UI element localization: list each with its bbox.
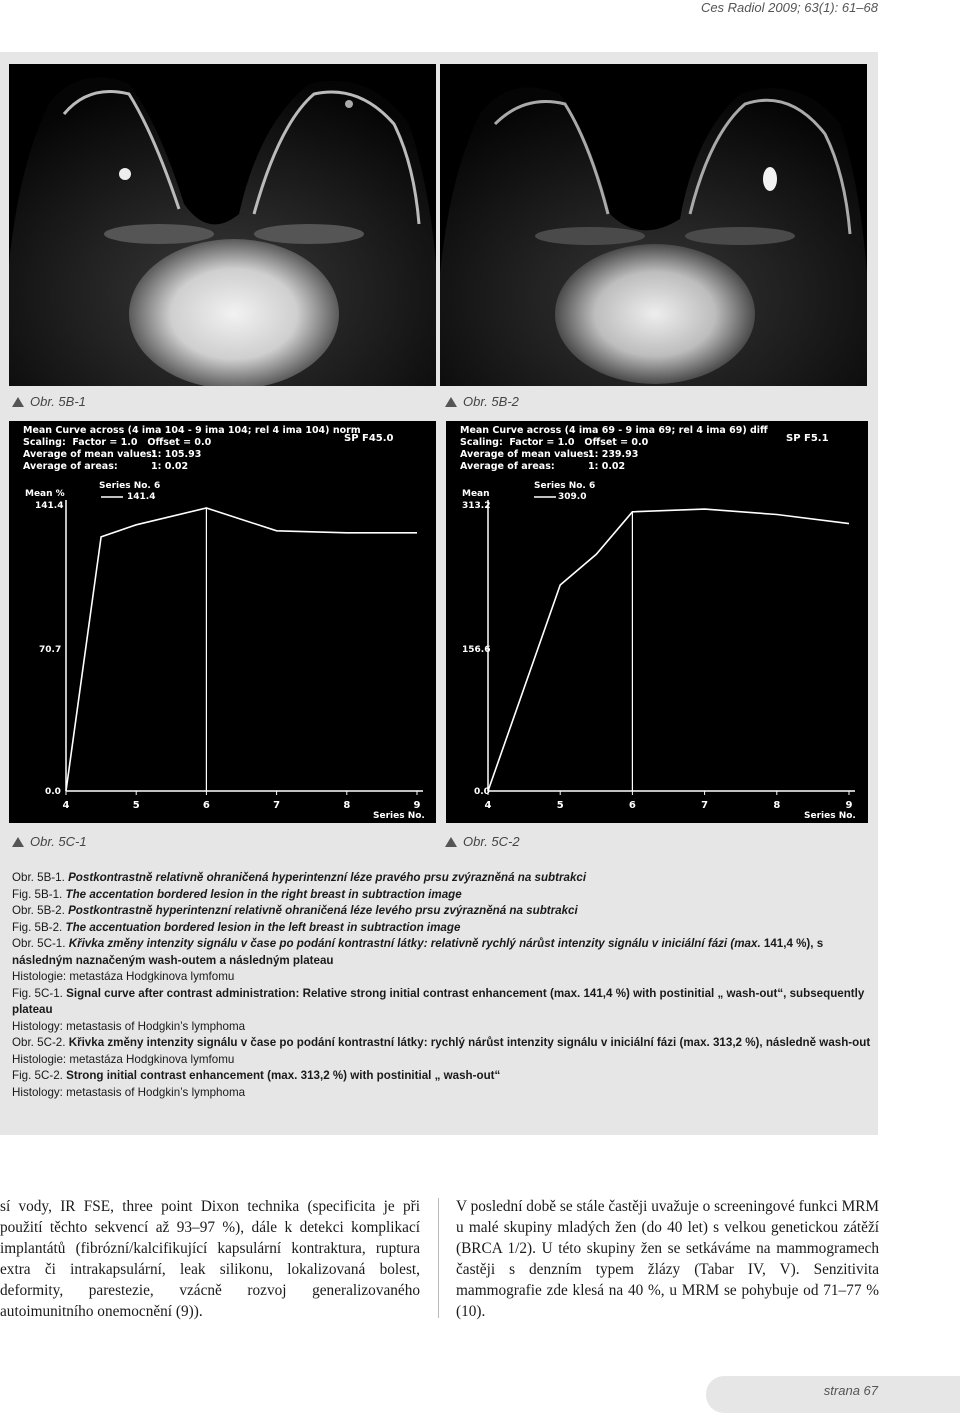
- caption-label: Fig. 5C-2.: [12, 1069, 63, 1082]
- caption-text: Histologie: metastáza Hodgkinova lymfomu: [12, 1052, 235, 1066]
- x-tick-label: 4: [62, 800, 70, 811]
- caption-label: Fig. 5B-2.: [12, 920, 63, 934]
- x-tick-label: 5: [132, 800, 140, 811]
- y-mid-label: 156.6: [462, 645, 491, 655]
- y-axis-label: Mean %: [25, 489, 65, 499]
- figure-label-text: Obr. 5B-1: [30, 394, 86, 409]
- triangle-marker-icon: [445, 837, 457, 847]
- caption-text: Histology: metastasis of Hodgkin’s lymphoma: [12, 1019, 246, 1033]
- series-line: [66, 508, 417, 791]
- caption-line: [12, 986, 872, 1019]
- series-line: [488, 509, 849, 791]
- y-mid-label: 70.7: [39, 645, 62, 655]
- caption-label: Obr. 5C-2.: [12, 1036, 66, 1049]
- chart-header-line: Average of areas:: [23, 461, 118, 472]
- sp-label: SP F5.1: [786, 433, 829, 444]
- chart-header-line: Scaling: Factor = 1.0 Offset = 0.0: [23, 437, 212, 448]
- figure-captions: [12, 870, 872, 1101]
- y-max-label: 313.2: [462, 501, 491, 511]
- figure-label-text: Obr. 5C-2: [463, 834, 520, 849]
- caption-label: Obr. 5C-1.: [12, 937, 66, 950]
- chart-header-line: Average of areas:: [460, 461, 555, 472]
- chart-header-value: 1: 105.93: [151, 449, 202, 460]
- chart-header-value: 1: 0.02: [588, 461, 626, 472]
- caption-label: Obr. 5B-1.: [12, 871, 65, 884]
- figure-label-5b2: [445, 394, 519, 409]
- chart-header-line: Mean Curve across (4 ima 69 - 9 ima 69; rel 4 ima 69) diff: [460, 425, 768, 436]
- x-tick-label: 9: [413, 800, 421, 811]
- chart-plot-area: [446, 421, 868, 823]
- chart-plot-area: [9, 421, 436, 823]
- chart-header-line: Average of mean values:: [460, 449, 593, 460]
- chart-header-value: 1: 239.93: [588, 449, 639, 460]
- x-axis-label: Series No.: [373, 811, 425, 821]
- caption-text: Histologie: metastáza Hodgkinova lymfomu: [12, 970, 235, 983]
- body-text-left-column: sí vody, IR FSE, three point Dixon technika (specificita je při použití těchto sekvencí až 93–97 %), dále k detekci komplikací implantátů (fibrózní/kalcifikující kapsulární kontraktura, ruptura extra či intrakapsulární, leak silikonu, lokalizovaná bolest, deformity, parestezie, vzácně rozvoj generalizovaného autoimunitního onemocnění (9)).: [0, 1198, 420, 1320]
- caption-line: [12, 969, 872, 986]
- chart-header-line: Average of mean values:: [23, 449, 156, 460]
- series-value: 141.4: [127, 492, 156, 502]
- series-label: Series No. 6: [534, 481, 596, 491]
- sp-label: SP F45.0: [344, 433, 394, 444]
- x-tick-label: 8: [343, 800, 351, 811]
- caption-text: Strong initial contrast enhancement (max. 313,2 %) with postinitial „ wash-out“: [62, 1069, 501, 1082]
- figure-label-5c1: [12, 834, 87, 849]
- figure-label-text: Obr. 5B-2: [463, 394, 519, 409]
- caption-text: Histology: metastasis of Hodgkin’s lymphoma: [12, 1085, 246, 1099]
- caption-text: The accentation bordered lesion in the right breast in subtraction image: [62, 887, 462, 901]
- x-tick-label: 6: [202, 800, 210, 811]
- journal-citation: Ces Radiol 2009; 63(1): 61–68: [700, 0, 878, 15]
- x-tick-label: 7: [701, 800, 709, 811]
- series-value: 309.0: [558, 492, 587, 502]
- caption-label: Fig. 5C-1.: [12, 986, 63, 1000]
- column-divider: [438, 1198, 439, 1318]
- figure-label-5b1: [12, 394, 86, 409]
- signal-curve-chart-5c1: [9, 421, 436, 823]
- signal-curve-chart-5c2: [446, 421, 868, 823]
- caption-line: [12, 920, 872, 937]
- y-min-label: 0.0: [45, 787, 61, 797]
- caption-text: Signal curve after contrast administration: Relative strong initial contrast enhancement (max. 141,4 %) with postinitial „ wash-out“, subsequently plateau: [12, 986, 865, 1016]
- page-number: strana 67: [823, 1383, 878, 1398]
- triangle-marker-icon: [12, 397, 24, 407]
- mri-image-5b2: [440, 64, 867, 386]
- caption-label: Fig. 5B-1.: [12, 887, 63, 901]
- x-axis-label: Series No.: [804, 811, 856, 821]
- figure-label-text: Obr. 5C-1: [30, 834, 87, 849]
- x-tick-label: 8: [773, 800, 781, 811]
- caption-line: [12, 903, 872, 920]
- x-tick-label: 4: [484, 800, 492, 811]
- caption-line: [12, 887, 872, 904]
- triangle-marker-icon: [445, 397, 457, 407]
- figure-label-5c2: [445, 834, 520, 849]
- caption-text: Postkontrastně relativně ohraničená hyperintenzní léze pravého prsu zvýrazněná na subtrakci: [64, 871, 587, 884]
- caption-line: [12, 1085, 872, 1102]
- caption-text: Postkontrastně hyperintenzní relativně ohraničená léze levého prsu zvýrazněná na subtrakci: [64, 904, 578, 917]
- x-tick-label: 7: [273, 800, 281, 811]
- chart-header-line: Scaling: Factor = 1.0 Offset = 0.0: [460, 437, 649, 448]
- caption-line: [12, 870, 872, 887]
- chart-header-value: 1: 0.02: [151, 461, 189, 472]
- caption-text: Křivka změny intenzity signálu v čase po podání kontrastní látky: relativně rychlý nárůst intenzity signálu v iniciální fázi (max.: [65, 937, 761, 950]
- y-min-label: 0.0: [474, 787, 490, 797]
- caption-line: [12, 1052, 872, 1069]
- caption-text: Křivka změny intenzity signálu v čase po podání kontrastní látky: rychlý nárůst intenzity signálu v iniciální fázi (max. 313,2 %), následně wash-out: [65, 1036, 871, 1049]
- caption-line: [12, 1068, 872, 1085]
- caption-text: The accentuation bordered lesion in the left breast in subtraction image: [62, 920, 461, 934]
- caption-text: 141,4 %), s následným naznačeným wash-outem a následným plateau: [12, 937, 824, 967]
- series-label: Series No. 6: [99, 481, 161, 491]
- triangle-marker-icon: [12, 837, 24, 847]
- y-max-label: 141.4: [35, 501, 64, 511]
- y-axis-label: Mean: [462, 489, 490, 499]
- caption-line: [12, 1035, 872, 1052]
- caption-label: Obr. 5B-2.: [12, 904, 65, 917]
- mri-image-5b1: [9, 64, 436, 386]
- caption-line: [12, 936, 872, 969]
- x-tick-label: 6: [628, 800, 636, 811]
- chart-header-line: Mean Curve across (4 ima 104 - 9 ima 104; rel 4 ima 104) norm: [23, 425, 361, 436]
- x-tick-label: 5: [556, 800, 564, 811]
- caption-line: [12, 1019, 872, 1036]
- x-tick-label: 9: [845, 800, 853, 811]
- body-text-right-column: V poslední době se stále častěji uvažuje o screeningové funkci MRM u malé skupiny mladých žen (do 40 let) s velkou genetickou zátěží (BRCA 1/2). U této skupiny žen se setkáváme na mammogramech častěji s denzním typem žlázy (Tabar IV, V). Senzitivita mammografie zde klesá na 40 %, u MRM se pohybuje od 71–77 % (10).: [456, 1198, 879, 1320]
